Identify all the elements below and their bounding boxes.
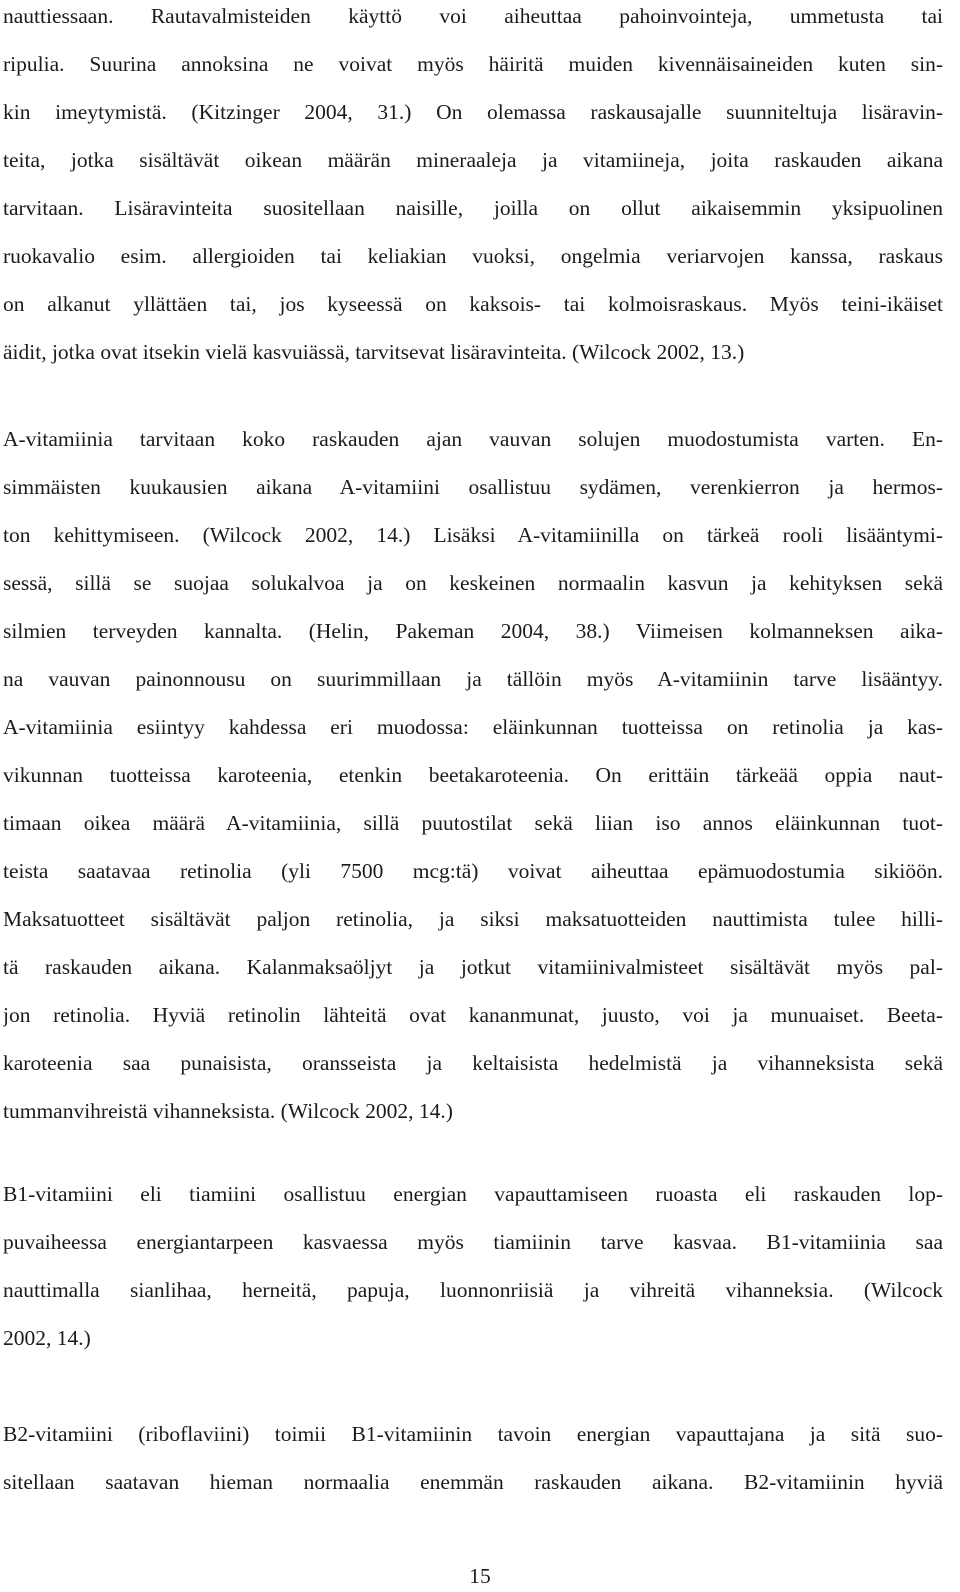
text-line: timaan oikea määrä A-vitamiinia, sillä puutostilat sekä liian iso annos eläinkunnan tuot- (3, 811, 943, 835)
text-line: nauttiessaan. Rautavalmisteiden käyttö voi aiheuttaa pahoinvointeja, ummetusta tai (3, 4, 943, 28)
text-line: ruokavalio esim. allergioiden tai keliakian vuoksi, ongelmia veriarvojen kanssa, raskaus (3, 244, 943, 268)
text-line: teista saatavaa retinolia (yli 7500 mcg:tä) voivat aiheuttaa epämuodostumia sikiöön. (3, 859, 943, 883)
paragraph-vitamin-b2 (3, 1410, 943, 1506)
text-line: B2-vitamiini (riboflaviini) toimii B1-vitamiinin tavoin energian vapauttajana ja sitä suo- (3, 1422, 943, 1446)
text-line: ton kehittymiseen. (Wilcock 2002, 14.) Lisäksi A-vitamiinilla on tärkeä rooli lisääntymi- (3, 523, 943, 547)
text-line: tä raskauden aikana. Kalanmaksaöljyt ja jotkut vitamiinivalmisteet sisältävät myös pal- (3, 955, 943, 979)
paragraph-iron-supplements (3, 0, 943, 376)
text-line: silmien terveyden kannalta. (Helin, Pakeman 2004, 38.) Viimeisen kolmanneksen aika- (3, 619, 943, 643)
text-line: karoteenia saa punaisista, oransseista ja keltaisista hedelmistä ja vihanneksista sekä (3, 1051, 943, 1075)
text-line: tummanvihreistä vihanneksista. (Wilcock 2002, 14.) (3, 1099, 453, 1123)
text-line: B1-vitamiini eli tiamiini osallistuu energian vapauttamiseen ruoasta eli raskauden lop- (3, 1182, 943, 1206)
text-line: ripulia. Suurina annoksina ne voivat myös häiritä muiden kivennäisaineiden kuten sin- (3, 52, 943, 76)
text-line: tarvitaan. Lisäravinteita suositellaan naisille, joilla on ollut aikaisemmin yksipuolinen (3, 196, 943, 220)
text-line: vikunnan tuotteissa karoteenia, etenkin beetakaroteenia. On erittäin tärkeää oppia naut- (3, 763, 943, 787)
text-line: Maksatuotteet sisältävät paljon retinolia, ja siksi maksatuotteiden nauttimista tulee hilli- (3, 907, 943, 931)
paragraph-vitamin-a (3, 415, 943, 1135)
text-line: nauttimalla sianlihaa, herneitä, papuja, luonnonriisiä ja vihreitä vihanneksia. (Wilcock (3, 1278, 943, 1302)
text-line: sessä, sillä se suojaa solukalvoa ja on keskeinen normaalin kasvun ja kehityksen sekä (3, 571, 943, 595)
text-line: simmäisten kuukausien aikana A-vitamiini osallistuu sydämen, verenkierron ja hermos- (3, 475, 943, 499)
text-line: puvaiheessa energiantarpeen kasvaessa myös tiamiinin tarve kasvaa. B1-vitamiinia saa (3, 1230, 943, 1254)
text-line: äidit, jotka ovat itsekin vielä kasvuiässä, tarvitsevat lisäravinteita. (Wilcock 2002, 13.) (3, 340, 745, 364)
paragraph-vitamin-b1 (3, 1170, 943, 1362)
text-line: A-vitamiinia esiintyy kahdessa eri muodossa: eläinkunnan tuotteissa on retinolia ja kas- (3, 715, 943, 739)
text-line: teita, jotka sisältävät oikean määrän mineraaleja ja vitamiineja, joita raskauden aikana (3, 148, 943, 172)
text-line: A-vitamiinia tarvitaan koko raskauden ajan vauvan solujen muodostumista varten. En- (3, 427, 943, 451)
text-line: na vauvan painonnousu on suurimmillaan ja tällöin myös A-vitamiinin tarve lisääntyy. (3, 667, 943, 691)
text-line: 2002, 14.) (3, 1326, 91, 1350)
text-line: sitellaan saatavan hieman normaalia enemmän raskauden aikana. B2-vitamiinin hyviä (3, 1470, 943, 1494)
page-number: 15 (469, 1564, 491, 1588)
text-line: kin imeytymistä. (Kitzinger 2004, 31.) On olemassa raskausajalle suunniteltuja lisäravin- (3, 100, 943, 124)
text-line: jon retinolia. Hyviä retinolin lähteitä ovat kananmunat, juusto, voi ja munuaiset. Beeta- (3, 1003, 943, 1027)
text-line: on alkanut yllättäen tai, jos kyseessä on kaksois- tai kolmoisraskaus. Myös teini-ikäiset (3, 292, 943, 316)
